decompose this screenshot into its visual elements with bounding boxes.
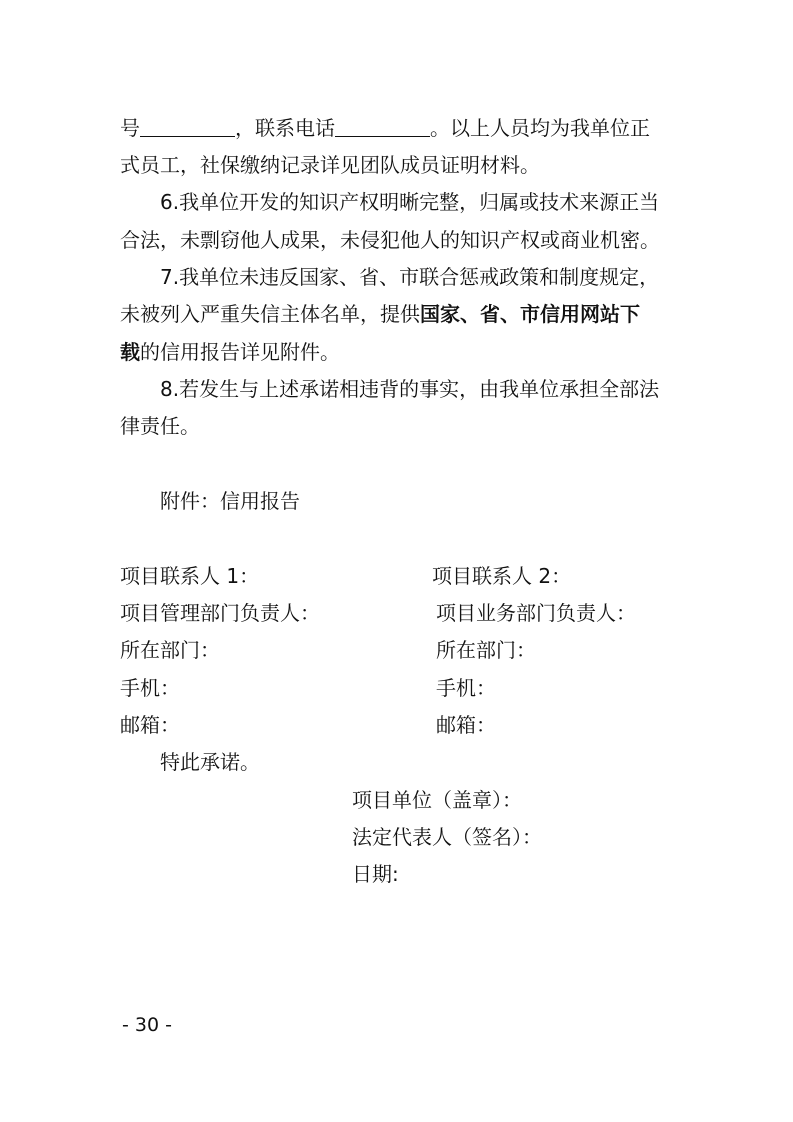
phone-label-right: 手机： [436,676,496,700]
dept-label-right: 所在部门： [436,638,536,662]
paragraph-8-line-2: 律责任。 [120,414,200,438]
text-segment: 未被列入严重失信主体名单，提供 [120,302,420,326]
closing-statement: 特此承诺。 [160,750,260,774]
paragraph-6-line-2: 合法，未剽窃他人成果，未侵犯他人的知识产权或商业机密。 [120,228,660,252]
text-segment: 号 [120,116,140,140]
paragraph-6-line-1: 6.我单位开发的知识产权明晰完整，归属或技术来源正当 [160,190,660,214]
paragraph-8-line-1: 8.若发生与上述承诺相违背的事实，由我单位承担全部法 [160,377,660,401]
attachment-note: 附件：信用报告 [160,489,300,513]
text-segment: 的信用报告详见附件。 [140,340,340,364]
paragraph-7-line-3 [120,338,340,366]
dept-label-left: 所在部门： [120,638,220,662]
unit-seal-label: 项目单位（盖章）： [352,788,522,812]
bold-text: 国家、省、市信用网站下 [420,302,640,326]
date-label: 日期: [352,862,399,886]
page-number: - 30 - [122,1014,172,1036]
business-head-label: 项目业务部门负责人： [436,601,636,625]
text-segment: 。以上人员均为我单位正 [430,116,650,140]
paragraph-5-line-1 [120,114,650,142]
bold-text: 载 [120,340,140,364]
paragraph-7-line-1: 7.我单位未违反国家、省、市联合惩戒政策和制度规定， [160,265,660,289]
email-label-left: 邮箱： [120,713,180,737]
paragraph-7-line-2 [120,300,640,328]
blank-field-phone [335,116,430,137]
paragraph-5-line-2: 式员工，社保缴纳记录详见团队成员证明材料。 [120,153,540,177]
phone-label-left: 手机： [120,676,180,700]
text-segment: ，联系电话 [235,116,335,140]
management-head-label: 项目管理部门负责人： [120,601,320,625]
legal-rep-signature-label: 法定代表人（签名）： [352,825,542,849]
email-label-right: 邮箱： [436,713,496,737]
blank-field-id [140,116,235,137]
contact-1-label: 项目联系人 1： [120,564,260,588]
contact-2-label: 项目联系人 2： [432,564,572,588]
